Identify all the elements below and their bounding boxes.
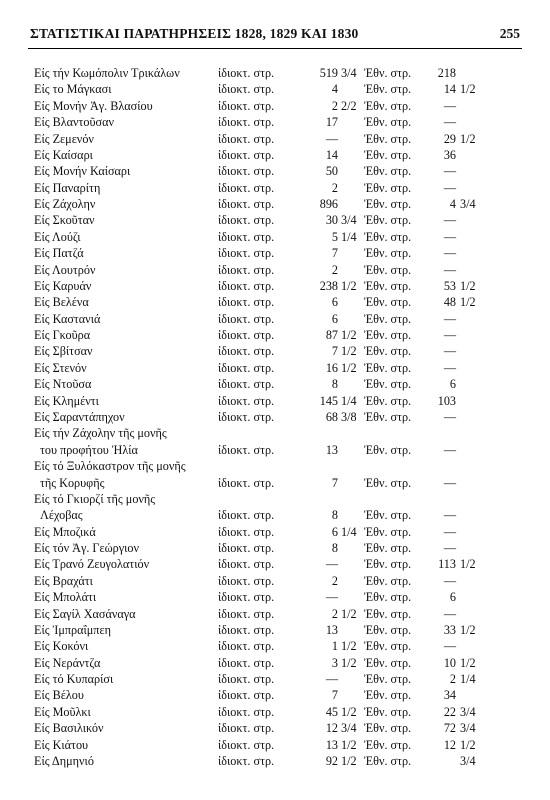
national-land-value: 34 [443, 688, 456, 703]
table-row [0, 132, 550, 148]
private-land-label: ἰδιοκτ. στρ. [218, 115, 275, 130]
national-land-label: Ἐθν. στρ. [364, 409, 412, 424]
place-name: Είς Λουτρόν [34, 262, 96, 277]
national-land-value: 48 [443, 295, 456, 310]
private-land-value: 13 [325, 737, 338, 752]
national-land-label: Ἐθν. στρ. [364, 147, 412, 162]
national-land-value: — [443, 541, 456, 556]
place-name: Είς Πατζά [34, 246, 84, 261]
private-land-value: 7 [331, 688, 338, 703]
private-land-fraction: 1/2 [341, 639, 357, 654]
place-name: Είς Ζάχολην [34, 197, 96, 212]
private-land-label: ἰδιοκτ. στρ. [218, 541, 275, 556]
table-row [0, 721, 550, 737]
national-land-label: Ἐθν. στρ. [364, 721, 412, 736]
national-land-label: Ἐθν. στρ. [364, 262, 412, 277]
private-land-value: 6 [331, 524, 338, 539]
national-land-label: Ἐθν. στρ. [364, 295, 412, 310]
private-land-label: ἰδιοκτ. στρ. [218, 328, 275, 343]
private-land-value: 13 [325, 622, 338, 637]
place-name: Είς Νεράντζα [34, 655, 101, 670]
table-row [0, 263, 550, 279]
table-row [0, 672, 550, 688]
national-land-label: Ἐθν. στρ. [364, 655, 412, 670]
national-land-value: — [443, 606, 456, 621]
private-land-label: ἰδιοκτ. στρ. [218, 278, 275, 293]
national-land-value: — [443, 229, 456, 244]
national-land-value: — [443, 475, 456, 490]
private-land-fraction: 1/2 [341, 655, 357, 670]
private-land-label: ἰδιοκτ. στρ. [218, 295, 275, 310]
private-land-label: ἰδιοκτ. στρ. [218, 147, 275, 162]
national-land-label: Ἐθν. στρ. [364, 278, 412, 293]
national-land-label: Ἐθν. στρ. [364, 98, 412, 113]
table-row [0, 492, 550, 508]
private-land-value: 6 [331, 295, 338, 310]
national-land-label: Ἐθν. στρ. [364, 688, 412, 703]
private-land-label: ἰδιοκτ. στρ. [218, 180, 275, 195]
private-land-value: 87 [325, 328, 338, 343]
private-land-fraction: 1/2 [341, 278, 357, 293]
private-land-label: ἰδιοκτ. στρ. [218, 737, 275, 752]
private-land-label: ἰδιοκτ. στρ. [218, 704, 275, 719]
national-land-value: — [443, 213, 456, 228]
national-land-label: Ἐθν. στρ. [364, 360, 412, 375]
national-land-fraction: 1/2 [460, 278, 476, 293]
private-land-value: 2 [331, 98, 338, 113]
national-land-label: Ἐθν. στρ. [364, 606, 412, 621]
table-row [0, 246, 550, 262]
private-land-value: 30 [325, 213, 338, 228]
running-header [30, 26, 520, 46]
private-land-fraction: 1/4 [341, 229, 357, 244]
place-name: Είς Καστανιά [34, 311, 101, 326]
place-name: τῆς Κορυφῆς [40, 475, 105, 490]
private-land-label: ἰδιοκτ. στρ. [218, 590, 275, 605]
national-land-fraction: 3/4 [460, 704, 476, 719]
table-row [0, 738, 550, 754]
private-land-value: 6 [331, 311, 338, 326]
table-row [0, 426, 550, 442]
private-land-fraction: 1/2 [341, 328, 357, 343]
private-land-label: ἰδιοκτ. στρ. [218, 606, 275, 621]
table-row [0, 541, 550, 557]
national-land-value: 6 [449, 590, 456, 605]
national-land-label: Ἐθν. στρ. [364, 197, 412, 212]
private-land-value: 8 [331, 541, 338, 556]
place-name: Είς Μποζικά [34, 524, 96, 539]
private-land-label: ἰδιοκτ. στρ. [218, 98, 275, 113]
private-land-label: ἰδιοκτ. στρ. [218, 508, 275, 523]
national-land-fraction: 1/2 [460, 82, 476, 97]
place-name: Είς Τρανό Ζευγολατιόν [34, 557, 150, 572]
table-row [0, 574, 550, 590]
national-land-value: 22 [443, 704, 456, 719]
private-land-value: 14 [325, 147, 338, 162]
place-name: Είς Σαραντάπηχον [34, 409, 125, 424]
place-name: Είς Βέλου [34, 688, 84, 703]
national-land-value: — [443, 328, 456, 343]
national-land-fraction: 1/2 [460, 655, 476, 670]
private-land-label: ἰδιοκτ. στρ. [218, 82, 275, 97]
private-land-value: 8 [331, 508, 338, 523]
private-land-label: ἰδιοκτ. στρ. [218, 442, 275, 457]
place-name: Είς Ἰμπραΐμπεη [34, 622, 111, 637]
national-land-label: Ἐθν. στρ. [364, 541, 412, 556]
national-land-value: 6 [449, 377, 456, 392]
national-land-label: Ἐθν. στρ. [364, 508, 412, 523]
private-land-value: — [325, 672, 338, 687]
table-row [0, 508, 550, 524]
place-name: Είς Κλημέντι [34, 393, 99, 408]
table-row [0, 754, 550, 770]
national-land-label: Ἐθν. στρ. [364, 66, 412, 80]
private-land-label: ἰδιοκτ. στρ. [218, 131, 275, 146]
table-row [0, 525, 550, 541]
private-land-label: ἰδιοκτ. στρ. [218, 639, 275, 654]
national-land-fraction: 1/2 [460, 622, 476, 637]
table-row [0, 197, 550, 213]
table-row [0, 66, 550, 82]
national-land-label: Ἐθν. στρ. [364, 377, 412, 392]
private-land-label: ἰδιοκτ. στρ. [218, 246, 275, 261]
private-land-value: 92 [325, 753, 338, 768]
private-land-value: 2 [331, 573, 338, 588]
table-row [0, 623, 550, 639]
private-land-label: ἰδιοκτ. στρ. [218, 164, 275, 179]
national-land-fraction: 1/2 [460, 295, 476, 310]
private-land-label: ἰδιοκτ. στρ. [218, 360, 275, 375]
place-name: Είς Κιάτου [34, 737, 89, 752]
national-land-value: 29 [443, 131, 456, 146]
private-land-value: 45 [325, 704, 338, 719]
private-land-fraction: 1/2 [341, 344, 357, 359]
place-name: Λέχοβας [40, 508, 83, 523]
private-land-value: 7 [331, 475, 338, 490]
private-land-value: 2 [331, 606, 338, 621]
national-land-label: Ἐθν. στρ. [364, 704, 412, 719]
private-land-label: ἰδιοκτ. στρ. [218, 622, 275, 637]
private-land-value: 1 [331, 639, 338, 654]
page-number: 255 [499, 26, 520, 41]
national-land-label: Ἐθν. στρ. [364, 246, 412, 261]
national-land-fraction: 1/2 [460, 737, 476, 752]
table-row [0, 607, 550, 623]
private-land-fraction: 1/2 [341, 753, 357, 768]
private-land-value: 7 [331, 344, 338, 359]
place-name: Είς Σκοῦταν [34, 213, 95, 228]
national-land-label: Ἐθν. στρ. [364, 475, 412, 490]
place-name: Είς τήν Κωμόπολιν Τρικάλων [34, 66, 180, 80]
national-land-fraction: 3/4 [460, 753, 476, 768]
national-land-label: Ἐθν. στρ. [364, 213, 412, 228]
place-name: Είς Βλαντοῦσαν [34, 115, 115, 130]
national-land-label: Ἐθν. στρ. [364, 229, 412, 244]
private-land-value: 5 [331, 229, 338, 244]
private-land-fraction: 2/2 [341, 98, 357, 113]
place-name: Είς τo Μάγκασι [34, 82, 112, 97]
private-land-value: 7 [331, 246, 338, 261]
private-land-value: 2 [331, 262, 338, 277]
private-land-label: ἰδιοκτ. στρ. [218, 557, 275, 572]
place-name: Είς Μοῦλκι [34, 704, 91, 719]
national-land-value: 218 [437, 66, 456, 80]
national-land-fraction: 3/4 [460, 721, 476, 736]
national-land-fraction: 3/4 [460, 197, 476, 212]
running-title: ΣΤΑΤΙΣΤΙΚΑΙ ΠΑΡΑΤΗΡΗΣΕΙΣ 1828, 1829 ΚΑΙ 1830 [30, 26, 359, 41]
table-row [0, 181, 550, 197]
table-row [0, 213, 550, 229]
table-row [0, 557, 550, 573]
private-land-value: 68 [325, 409, 338, 424]
national-land-value: — [443, 344, 456, 359]
private-land-value: 896 [319, 197, 338, 212]
national-land-value: — [443, 524, 456, 539]
national-land-value: 113 [438, 557, 456, 572]
place-name: Είς Καρυάν [34, 278, 92, 293]
national-land-value: — [443, 180, 456, 195]
national-land-label: Ἐθν. στρ. [364, 180, 412, 195]
national-land-value: 12 [443, 737, 456, 752]
private-land-label: ἰδιοκτ. στρ. [218, 721, 275, 736]
private-land-fraction: 3/4 [341, 66, 357, 80]
private-land-label: ἰδιοκτ. στρ. [218, 753, 275, 768]
table-row [0, 344, 550, 360]
private-land-label: ἰδιοκτ. στρ. [218, 393, 275, 408]
national-land-label: Ἐθν. στρ. [364, 590, 412, 605]
national-land-label: Ἐθν. στρ. [364, 328, 412, 343]
place-name: Είς τόν Ἀγ. Γεώργιον [34, 541, 139, 556]
table-row [0, 443, 550, 459]
table-row [0, 164, 550, 180]
national-land-value: 10 [443, 655, 456, 670]
national-land-value: — [443, 98, 456, 113]
private-land-label: ἰδιοκτ. στρ. [218, 311, 275, 326]
private-land-fraction: 1/2 [341, 737, 357, 752]
national-land-label: Ἐθν. στρ. [364, 622, 412, 637]
table-row [0, 410, 550, 426]
national-land-value: — [443, 164, 456, 179]
table-row [0, 377, 550, 393]
private-land-fraction: 1/2 [341, 704, 357, 719]
private-land-value: 238 [319, 278, 338, 293]
table-row [0, 115, 550, 131]
place-name: Είς Μονήν Ἀγ. Βλασίου [34, 98, 153, 113]
place-name: Είς τό Γκιορζί τῆς μονῆς [34, 491, 156, 506]
header-rule [28, 48, 522, 49]
national-land-fraction: 1/2 [460, 557, 476, 572]
private-land-fraction: 1/4 [341, 524, 357, 539]
national-land-value: 4 [449, 197, 456, 212]
national-land-label: Ἐθν. στρ. [364, 82, 412, 97]
table-row [0, 639, 550, 655]
national-land-value: 36 [443, 147, 456, 162]
private-land-fraction: 1/4 [341, 393, 357, 408]
national-land-label: Ἐθν. στρ. [364, 737, 412, 752]
private-land-value: 8 [331, 377, 338, 392]
private-land-label: ἰδιοκτ. στρ. [218, 213, 275, 228]
private-land-value: 3 [331, 655, 338, 670]
table-row [0, 328, 550, 344]
place-name: Είς Κοκόνι [34, 639, 89, 654]
place-name: του προφήτου Ἠλία [40, 442, 138, 457]
table-row [0, 705, 550, 721]
private-land-value: — [325, 131, 338, 146]
national-land-label: Ἐθν. στρ. [364, 557, 412, 572]
place-name: Είς Στενόν [34, 360, 87, 375]
private-land-value: 519 [319, 66, 338, 80]
national-land-value: — [443, 508, 456, 523]
private-land-label: ἰδιοκτ. στρ. [218, 66, 275, 80]
private-land-fraction: 3/8 [341, 409, 357, 424]
place-name: Είς Δημηνιό [34, 753, 94, 768]
national-land-fraction: 1/4 [460, 672, 476, 687]
place-name: Είς Ζεμενόν [34, 131, 94, 146]
table-row [0, 230, 550, 246]
table-row [0, 590, 550, 606]
place-name: Είς Βελένα [34, 295, 89, 310]
place-name: Είς Ντοῦσα [34, 377, 92, 392]
private-land-fraction: 1/2 [341, 360, 357, 375]
private-land-fraction: 1/2 [341, 606, 357, 621]
national-land-value: — [443, 573, 456, 588]
national-land-label: Ἐθν. στρ. [364, 524, 412, 539]
national-land-label: Ἐθν. στρ. [364, 344, 412, 359]
private-land-value: — [325, 557, 338, 572]
national-land-label: Ἐθν. στρ. [364, 164, 412, 179]
national-land-value: — [443, 639, 456, 654]
private-land-value: 17 [325, 115, 338, 130]
table-row [0, 459, 550, 475]
place-name: Είς Γκοῦρα [34, 328, 91, 343]
national-land-label: Ἐθν. στρ. [364, 753, 412, 768]
national-land-value: — [443, 246, 456, 261]
national-land-label: Ἐθν. στρ. [364, 131, 412, 146]
table-row [0, 148, 550, 164]
place-name: Είς τήν Ζάχολην τῆς μονῆς [34, 426, 167, 441]
private-land-label: ἰδιοκτ. στρ. [218, 672, 275, 687]
national-land-value: 2 [449, 672, 456, 687]
table-row [0, 82, 550, 98]
national-land-label: Ἐθν. στρ. [364, 311, 412, 326]
table-row [0, 656, 550, 672]
table-row [0, 295, 550, 311]
national-land-value: — [443, 409, 456, 424]
table-row [0, 99, 550, 115]
place-name: Είς Μονήν Καίσαρι [34, 164, 131, 179]
national-land-value: 14 [443, 82, 456, 97]
place-name: Είς Σβίτσαν [34, 344, 93, 359]
private-land-label: ἰδιοκτ. στρ. [218, 655, 275, 670]
private-land-value: 50 [325, 164, 338, 179]
private-land-label: ἰδιοκτ. στρ. [218, 262, 275, 277]
private-land-value: 16 [325, 360, 338, 375]
place-name: Είς Μπολάτι [34, 590, 97, 605]
private-land-value: 12 [325, 721, 338, 736]
private-land-value: 2 [331, 180, 338, 195]
private-land-value: 145 [319, 393, 338, 408]
place-name: Είς Καίσαρι [34, 147, 93, 162]
place-name: Είς τό Ξυλόκαστρον τῆς μονῆς [34, 459, 186, 474]
private-land-label: ἰδιοκτ. στρ. [218, 573, 275, 588]
private-land-label: ἰδιοκτ. στρ. [218, 524, 275, 539]
place-name: Είς Παναρίτη [34, 180, 101, 195]
table-row [0, 688, 550, 704]
table-row [0, 476, 550, 492]
national-land-value: — [443, 262, 456, 277]
private-land-label: ἰδιοκτ. στρ. [218, 229, 275, 244]
national-land-value: 103 [437, 393, 456, 408]
national-land-value: 33 [443, 622, 456, 637]
private-land-value: 13 [325, 442, 338, 457]
national-land-value: 72 [443, 721, 456, 736]
private-land-label: ἰδιοκτ. στρ. [218, 475, 275, 490]
national-land-label: Ἐθν. στρ. [364, 573, 412, 588]
place-name: Είς τό Κυπαρίσι [34, 672, 114, 687]
national-land-label: Ἐθν. στρ. [364, 115, 412, 130]
national-land-value: — [443, 442, 456, 457]
table-row [0, 312, 550, 328]
national-land-value: — [443, 115, 456, 130]
national-land-label: Ἐθν. στρ. [364, 442, 412, 457]
national-land-label: Ἐθν. στρ. [364, 672, 412, 687]
place-name: Είς Λούζι [34, 229, 81, 244]
table-row [0, 279, 550, 295]
private-land-label: ἰδιοκτ. στρ. [218, 344, 275, 359]
place-name: Είς Σαγίλ Χασάναγα [34, 606, 136, 621]
private-land-label: ἰδιοκτ. στρ. [218, 197, 275, 212]
table-row [0, 394, 550, 410]
table-row [0, 361, 550, 377]
private-land-label: ἰδιοκτ. στρ. [218, 409, 275, 424]
private-land-fraction: 3/4 [341, 721, 357, 736]
private-land-value: — [325, 590, 338, 605]
private-land-label: ἰδιοκτ. στρ. [218, 377, 275, 392]
national-land-value: — [443, 311, 456, 326]
national-land-fraction: 1/2 [460, 131, 476, 146]
place-name: Είς Βασιλικόν [34, 721, 104, 736]
private-land-value: 4 [331, 82, 338, 97]
private-land-label: ἰδιοκτ. στρ. [218, 688, 275, 703]
private-land-fraction: 3/4 [341, 213, 357, 228]
national-land-label: Ἐθν. στρ. [364, 639, 412, 654]
national-land-value: — [443, 360, 456, 375]
national-land-value: 53 [443, 278, 456, 293]
national-land-label: Ἐθν. στρ. [364, 393, 412, 408]
place-name: Είς Βραχάτι [34, 573, 93, 588]
